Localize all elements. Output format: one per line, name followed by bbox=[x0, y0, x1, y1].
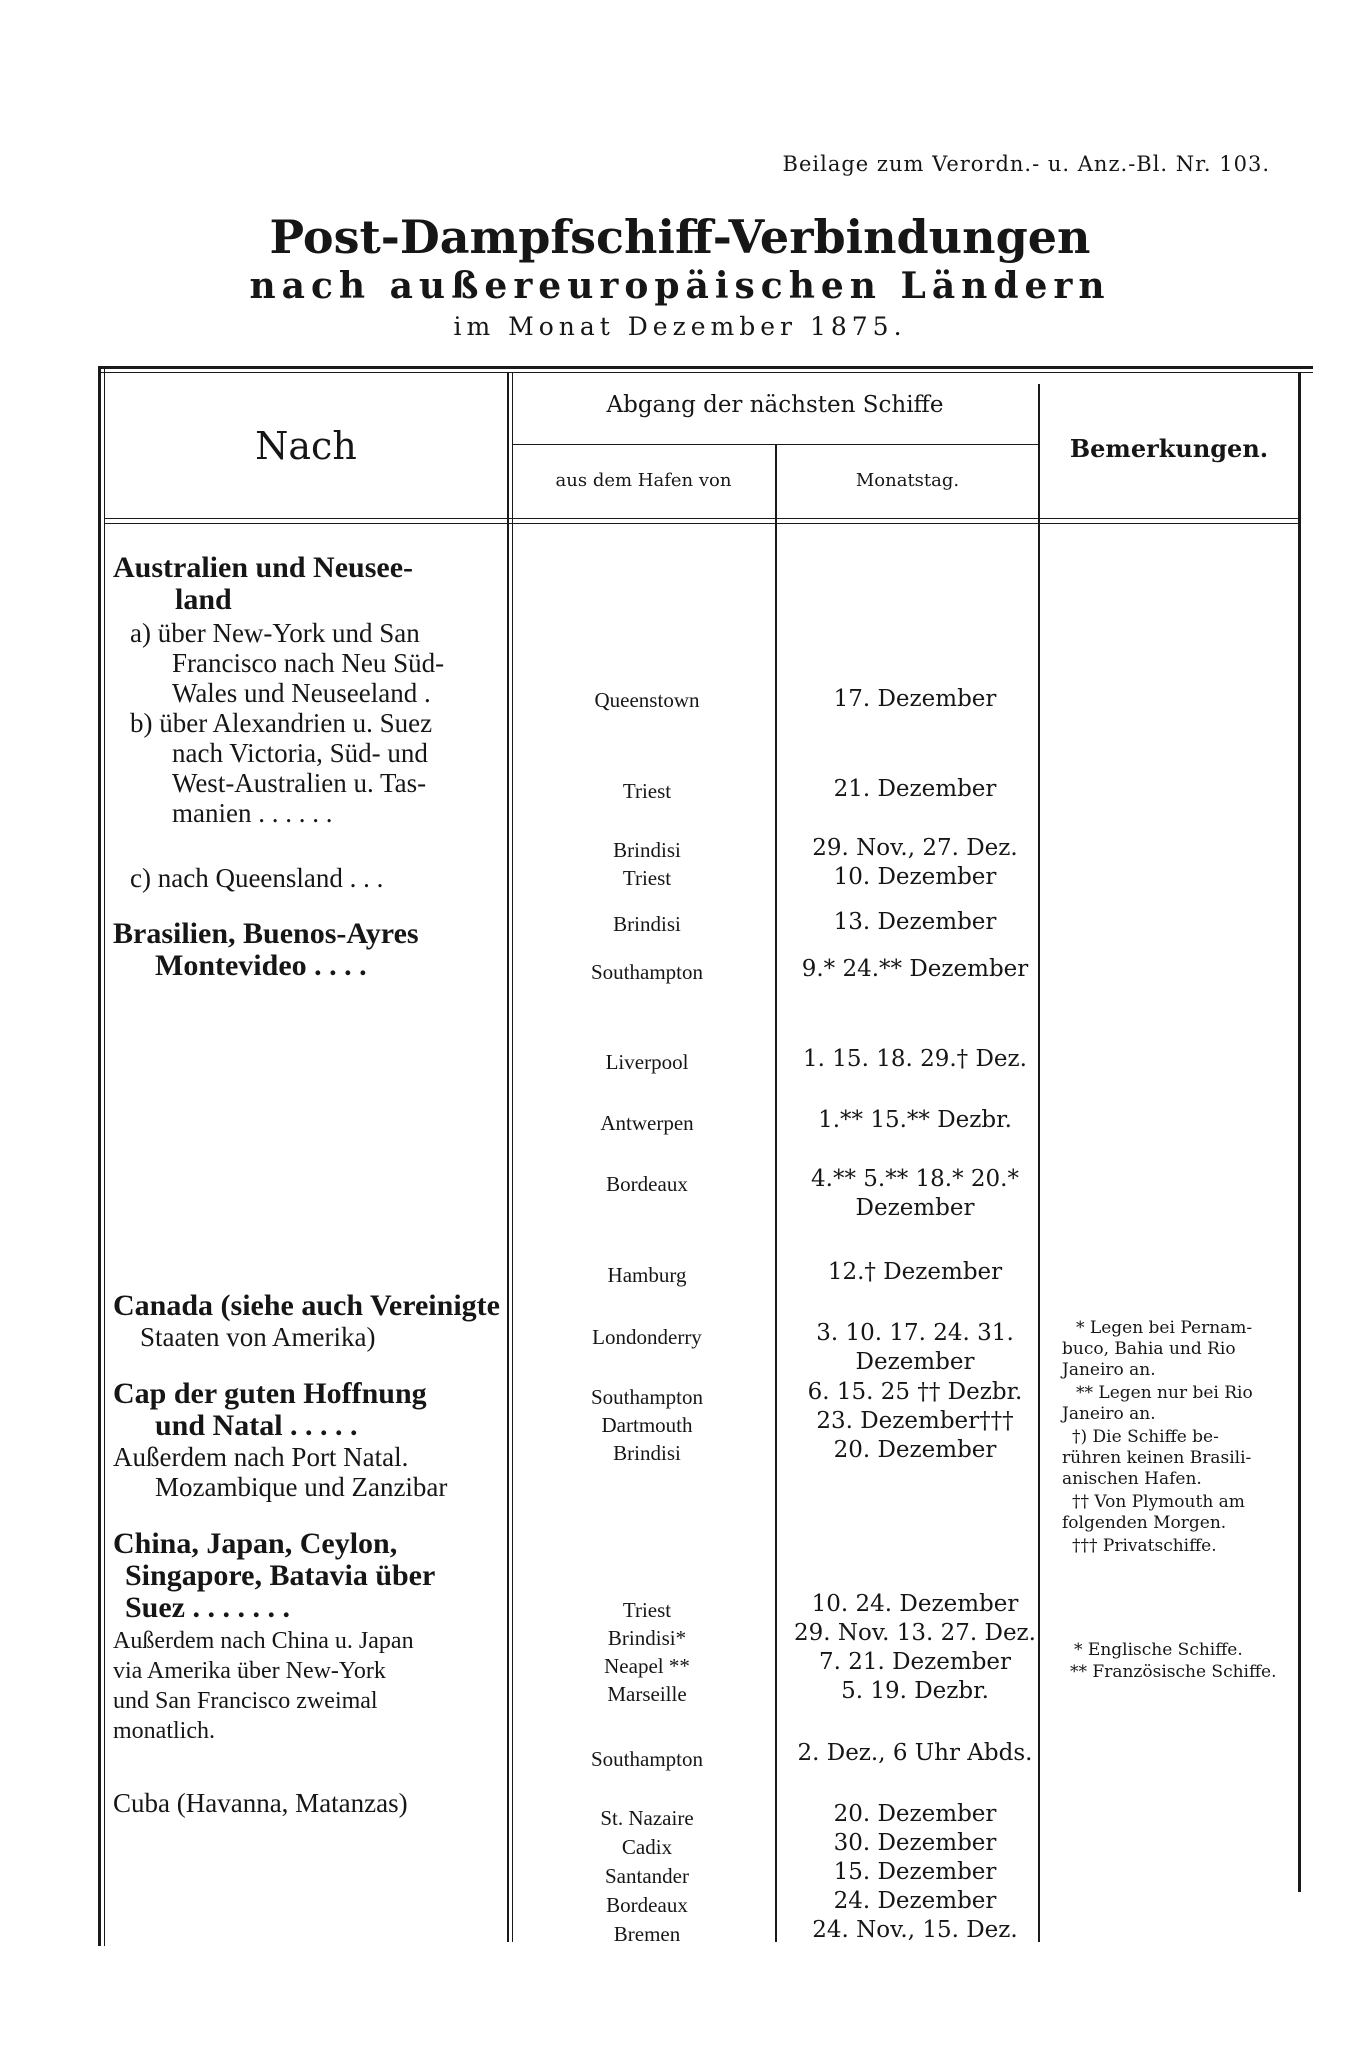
port-cell: Brindisi* bbox=[607, 1626, 687, 1650]
header-bemerkungen: Bemerkungen. bbox=[1069, 434, 1269, 463]
port-cell: Southampton bbox=[590, 1385, 703, 1409]
remark-line: Janeiro an. bbox=[1062, 1360, 1156, 1380]
port-cell: Cadix bbox=[621, 1835, 673, 1859]
date-cell: 4.** 5.** 18.* 20.* bbox=[811, 1166, 1019, 1192]
date-cell: 20. Dezember bbox=[833, 1437, 997, 1463]
date-cell: 24. Dezember bbox=[833, 1888, 997, 1914]
port-cell: Liverpool bbox=[605, 1050, 689, 1074]
destination-line: monatlich. bbox=[113, 1718, 215, 1744]
port-cell: Hamburg bbox=[607, 1263, 687, 1287]
destination-line: Außerdem nach China u. Japan bbox=[113, 1628, 414, 1654]
port-cell: Southampton bbox=[590, 1747, 703, 1771]
port-cell: Queenstown bbox=[594, 688, 700, 712]
destination-line: und Natal . . . . . bbox=[155, 1409, 358, 1442]
destination-line: Australien und Neusee- bbox=[113, 551, 414, 584]
port-cell: Triest bbox=[622, 1598, 672, 1622]
date-cell: 1.** 15.** Dezbr. bbox=[818, 1107, 1012, 1133]
port-cell: Bordeaux bbox=[606, 1172, 688, 1196]
remark-line: ** Legen nur bei Rio bbox=[1076, 1383, 1253, 1403]
date-cell: 29. Nov. 13. 27. Dez. bbox=[793, 1620, 1036, 1646]
port-cell: Neapel ** bbox=[604, 1654, 690, 1678]
port-cell: Marseille bbox=[607, 1682, 687, 1706]
port-cell: Bordeaux bbox=[606, 1893, 688, 1917]
port-cell: Bremen bbox=[613, 1922, 681, 1946]
remark-line: buco, Bahia und Rio bbox=[1062, 1339, 1236, 1359]
destination-line: Suez . . . . . . . bbox=[125, 1591, 290, 1624]
remark-line: folgenden Morgen. bbox=[1062, 1513, 1227, 1533]
port-cell: Santander bbox=[605, 1864, 689, 1888]
destination-line: Francisco nach Neu Süd- bbox=[172, 648, 445, 678]
page-date-line: im Monat Dezember 1875. bbox=[453, 312, 907, 341]
remark-line: †† Von Plymouth am bbox=[1072, 1492, 1245, 1512]
remark-line: ††† Privatschiffe. bbox=[1072, 1536, 1217, 1556]
date-cell: 13. Dezember bbox=[833, 909, 997, 935]
destination-line: Montevideo . . . . bbox=[155, 949, 367, 982]
port-cell: Londonderry bbox=[592, 1325, 702, 1349]
port-cell: Triest bbox=[622, 866, 672, 890]
destination-line: nach Victoria, Süd- und bbox=[172, 738, 428, 768]
date-cell: 5. 19. Dezbr. bbox=[841, 1678, 989, 1704]
date-cell: 12.† Dezember bbox=[827, 1259, 1003, 1285]
destination-line: Staaten von Amerika) bbox=[140, 1322, 376, 1352]
port-cell: Brindisi bbox=[613, 912, 681, 936]
destination-line: b) über Alexandrien u. Suez bbox=[130, 708, 433, 738]
header-nach: Nach bbox=[255, 424, 357, 468]
date-cell: Dezember bbox=[855, 1195, 975, 1221]
date-cell: 3. 10. 17. 24. 31. bbox=[816, 1320, 1014, 1346]
date-cell: 23. Dezember††† bbox=[816, 1408, 1014, 1434]
destination-line: land bbox=[175, 583, 232, 616]
port-cell: Triest bbox=[622, 779, 672, 803]
remark-line: †) Die Schiffe be- bbox=[1072, 1427, 1219, 1447]
date-cell: 21. Dezember bbox=[833, 776, 997, 802]
destination-line: und San Francisco zweimal bbox=[113, 1688, 378, 1714]
header-abgang: Abgang der nächsten Schiffe bbox=[606, 392, 944, 418]
date-cell: 20. Dezember bbox=[833, 1801, 997, 1827]
destination-line: c) nach Queensland . . . bbox=[130, 863, 384, 893]
remark-line: * Legen bei Pernam- bbox=[1076, 1318, 1253, 1338]
destination-line: Singapore, Batavia über bbox=[125, 1559, 436, 1592]
destination-line: Canada (siehe auch Vereinigte bbox=[113, 1289, 500, 1322]
destination-line: Cuba (Havanna, Matanzas) bbox=[113, 1788, 408, 1818]
destination-line: Cap der guten Hoffnung bbox=[113, 1377, 427, 1410]
port-cell: St. Nazaire bbox=[600, 1806, 694, 1830]
date-cell: 24. Nov., 15. Dez. bbox=[812, 1917, 1018, 1943]
port-cell: Brindisi bbox=[613, 838, 681, 862]
date-cell: 9.* 24.** Dezember bbox=[801, 956, 1029, 982]
page-title: Post-Dampfschiff-Verbindungen bbox=[269, 210, 1091, 264]
date-cell: 30. Dezember bbox=[833, 1830, 997, 1856]
destination-line: China, Japan, Ceylon, bbox=[113, 1527, 398, 1560]
port-cell: Brindisi bbox=[613, 1441, 681, 1465]
date-cell: 7. 21. Dezember bbox=[818, 1649, 1012, 1675]
remark-line: Janeiro an. bbox=[1062, 1404, 1156, 1424]
header-hafen: aus dem Hafen von bbox=[555, 470, 732, 491]
remark-line: rühren keinen Brasili- bbox=[1062, 1448, 1252, 1468]
remark-line: anischen Hafen. bbox=[1062, 1469, 1202, 1489]
date-cell: 15. Dezember bbox=[833, 1859, 997, 1885]
port-cell: Southampton bbox=[590, 960, 703, 984]
destination-line: Brasilien, Buenos-Ayres bbox=[113, 917, 419, 950]
header-reference: Beilage zum Verordn.- u. Anz.-Bl. Nr. 103. bbox=[782, 152, 1270, 176]
port-cell: Dartmouth bbox=[601, 1413, 693, 1437]
destination-line: Außerdem nach Port Natal. bbox=[113, 1442, 409, 1472]
port-cell: Antwerpen bbox=[600, 1111, 694, 1135]
remark-line: ** Französische Schiffe. bbox=[1070, 1662, 1277, 1682]
destination-line: manien . . . . . . bbox=[172, 798, 333, 828]
remark-line: * Englische Schiffe. bbox=[1074, 1640, 1243, 1660]
date-cell: 2. Dez., 6 Uhr Abds. bbox=[797, 1740, 1033, 1766]
date-cell: 17. Dezember bbox=[833, 686, 997, 712]
destination-line: Mozambique und Zanzibar bbox=[155, 1472, 448, 1502]
date-cell: 1. 15. 18. 29.† Dez. bbox=[803, 1046, 1027, 1072]
destination-line: West-Australien u. Tas- bbox=[172, 768, 427, 798]
header-monatstag: Monatstag. bbox=[855, 470, 960, 491]
date-cell: 29. Nov., 27. Dez. bbox=[812, 835, 1018, 861]
destination-line: via Amerika über New-York bbox=[113, 1658, 386, 1684]
page-subtitle: nach außereuropäischen Ländern bbox=[249, 265, 1111, 307]
destination-line: Wales und Neuseeland . bbox=[172, 678, 431, 708]
date-cell: 10. 24. Dezember bbox=[811, 1591, 1019, 1617]
destination-line: a) über New-York und San bbox=[130, 618, 420, 648]
date-cell: 10. Dezember bbox=[833, 864, 997, 890]
date-cell: Dezember bbox=[855, 1349, 975, 1375]
date-cell: 6. 15. 25 †† Dezbr. bbox=[807, 1379, 1023, 1405]
